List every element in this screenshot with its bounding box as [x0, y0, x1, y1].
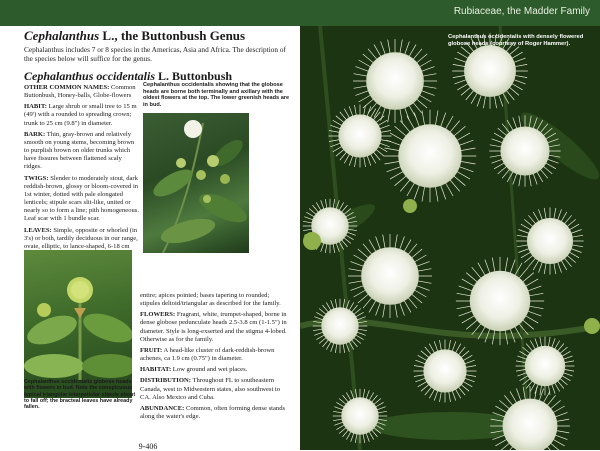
entry-heading: BARK:: [24, 130, 46, 138]
description-entry: [140, 347, 290, 363]
species-title-rest: L. Buttonbush: [155, 69, 233, 83]
entry-heading: HABIT:: [24, 103, 47, 111]
flower-bud: [584, 318, 600, 334]
flower-bud: [303, 232, 321, 250]
genus-title-italic: Cephalanthus: [24, 28, 100, 43]
entry-text: Common Buttonbush, Honey-balls, Globe-flowers: [24, 84, 136, 100]
right-photo-page: [300, 26, 600, 450]
entry-heading: OTHER COMMON NAMES:: [24, 84, 110, 91]
description-entry: [140, 377, 290, 401]
left-text-page: [0, 26, 300, 450]
caption-bottom: Cephalanthus occidentalis globose heads with flowers in bud. Note the conspicuous typical triangular interpetiolar stipule about to fall off; the bracteal leaves have already fallen.: [24, 379, 136, 411]
entry-text: Large shrub or small tree to 15 m (49') with a rounded to spreading crown; trunk to 25 cm (9.8") in diameter.: [24, 103, 137, 127]
genus-title-rest: L., the Buttonbush Genus: [99, 28, 246, 43]
description-entry: [140, 366, 290, 374]
entry-text: entire; apices pointed; bases tapering to rounded; stipules deltoid/triangular as described for the family.: [140, 292, 281, 308]
description-column-2: [140, 292, 290, 424]
entry-text: Fragrant, white, trumpet-shaped, borne in dense globose pedunculate heads 2.5-3.8 cm (1-1.5") in diameter. Style is long-exserted and the stigma 4-lobed. Otherwise as for the family.: [140, 311, 287, 343]
description-entry: [24, 175, 140, 224]
genus-title: [24, 28, 294, 44]
entry-heading: TWIGS:: [24, 174, 49, 182]
entry-text: Simple, opposite or whorled (in 3's) or both, tardily deciduous in our range, ovate, elliptic, to lance-shaped, 6-18 cm: [24, 226, 138, 250]
description-entry: [24, 103, 140, 127]
species-title-italic: Cephalanthus occidentalis: [24, 69, 156, 83]
buttonbush-photo: [300, 26, 600, 450]
entry-heading: ABUNDANCE:: [140, 404, 185, 412]
entry-text: Common, often forming dense stands along the water's edge.: [140, 404, 286, 421]
page-number: 9-406: [138, 442, 158, 451]
entry-text: Thin, gray-brown and relatively smooth on young stems, becoming brown to purplish brown on older trunks which have fissures between flattened scaly ridges.: [24, 130, 135, 171]
genus-intro: Cephalanthus includes 7 or 8 species in the Americas, Asia and Africa. The description of the species below will suffice for the genus.: [24, 45, 286, 64]
entry-heading: DISTRIBUTION:: [140, 377, 191, 385]
entry-text: Low ground and wet places.: [171, 366, 248, 374]
description-entry: [140, 405, 290, 421]
description-entry: [140, 311, 290, 344]
photo-flower-branch: [143, 113, 249, 253]
description-column-1: [24, 84, 140, 262]
flower-bud: [403, 199, 417, 213]
photo-flower-bud: [24, 250, 132, 398]
entry-text: A head-like cluster of dark-reddish-brown achenes, ca 1.9 cm (0.75") in diameter.: [140, 346, 275, 363]
entry-heading: FLOWERS:: [140, 311, 176, 319]
description-entry: [24, 131, 140, 172]
running-head: Rubiaceae, the Madder Family: [453, 6, 590, 17]
entry-text: Throughout FL to southeastern Canada, west to Midwestern states, also southwest to CA. Also Mexico and Cuba.: [140, 377, 281, 401]
caption-top: Cephalanthus occidentalis showing that the globose heads are borne both terminally and axillary with the oldest flowers at the top. The lower greenish heads are in bud.: [143, 82, 290, 108]
description-entry: [24, 84, 140, 100]
entry-heading: FRUIT:: [140, 346, 163, 354]
entry-heading: HABITAT:: [140, 366, 172, 374]
entry-text: Slender to moderately stout, dark reddish-brown, glossy or bloom-covered in 1st winter, dotted with pale elongated lenticels; stipule scars slit-like, united or nearly so to form a line; pith homogeneous. Leaf scar with 1 bundle scar.: [24, 174, 140, 223]
caption-right: Cephalanthus occidentalis with densely flowered globose heads (courtesy of Roger Hammer).: [448, 34, 584, 47]
entry-heading: LEAVES:: [24, 226, 52, 234]
description-entry: [140, 292, 290, 308]
header-bar: [0, 0, 600, 26]
